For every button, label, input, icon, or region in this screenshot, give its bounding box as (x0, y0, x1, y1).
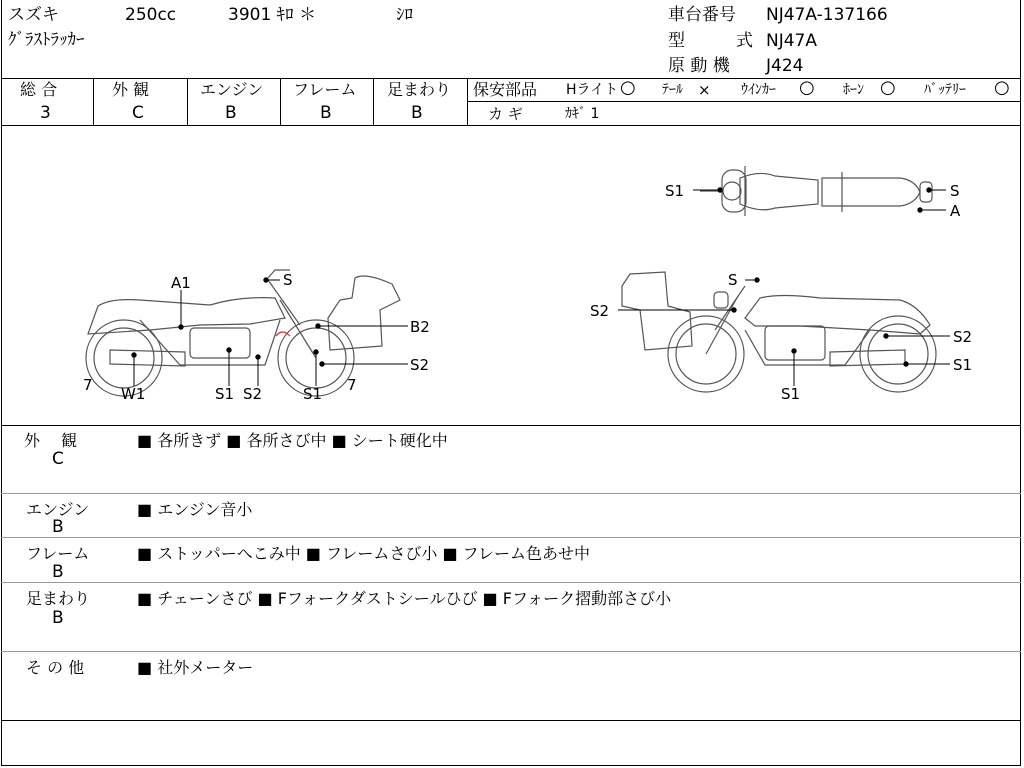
key-value: ｶｷﾞ 1 (565, 106, 600, 122)
section-items-exterior: ■ 各所きず ■ 各所さび中 ■ シート硬化中 (137, 431, 448, 450)
type-value: NJ47A (766, 31, 817, 51)
safety-label: 保安部品 (473, 80, 538, 99)
frame-no: NJ47A-137166 (766, 5, 888, 25)
engine-value: J424 (766, 56, 804, 76)
section-name-other: そ の 他 (26, 658, 85, 677)
left-view-label-b2: B2 (410, 318, 430, 336)
safety-headlight: Hライト (566, 82, 619, 98)
top-view-label-a: A (950, 202, 961, 220)
grade-label-exterior: 外 観 (112, 80, 150, 99)
right-view-label-s1-wheel: S1 (953, 356, 973, 374)
section-divider (1, 537, 1021, 538)
safety-horn-mark: ○ (880, 77, 896, 98)
safety-tail-mark: × (698, 81, 711, 99)
grade-label-frame: フレーム (293, 80, 357, 99)
section-items-frame: ■ ストッパーへこみ中 ■ フレームさび小 ■ フレーム色あせ中 (137, 544, 591, 563)
right-view-label-s2-seat: S2 (953, 328, 973, 346)
maker: スズキ (8, 5, 59, 25)
displacement: 250cc (125, 5, 177, 25)
section-items-engine: ■ エンジン音小 (137, 500, 253, 519)
motorcycle-top-view (700, 166, 932, 216)
engine-label: 原 動 機 (668, 56, 730, 76)
safety-headlight-mark: ○ (620, 77, 636, 98)
grade-value-frame: B (320, 103, 332, 123)
section-divider (1, 720, 1021, 721)
motorcycle-right-view (622, 272, 936, 392)
left-view-label-7-rear: 7 (347, 376, 357, 394)
section-grade-suspension: B (52, 608, 64, 628)
top-view-label-s: S (950, 182, 960, 200)
frame-no-label: 車台番号 (668, 5, 736, 25)
left-view-label-s1-fork: S1 (303, 385, 323, 403)
grade-label-engine: エンジン (200, 80, 264, 99)
left-view-label-7-front: 7 (83, 376, 93, 394)
key-label: カ ギ (488, 105, 523, 123)
type-label-2: 式 (736, 31, 753, 51)
left-view-label-s1-engine: S1 (215, 385, 235, 403)
left-view-label-w1: W1 (121, 385, 146, 403)
safety-battery-mark: ○ (994, 77, 1010, 98)
section-grade-engine: B (52, 517, 64, 537)
top-view-label-s1: S1 (665, 182, 685, 200)
section-divider (1, 493, 1021, 494)
grade-label-suspension: 足まわり (387, 80, 452, 99)
grade-value-overall: 3 (40, 103, 51, 123)
section-divider (1, 582, 1021, 583)
section-name-engine: エンジン (26, 500, 90, 519)
type-label-1: 型 (668, 31, 685, 51)
color: ｼﾛ (396, 5, 413, 25)
model-name: ｸﾞﾗｽﾄﾗｯｶｰ (8, 30, 85, 50)
safety-battery: ﾊﾞｯﾃﾘｰ (924, 82, 966, 98)
section-items-other: ■ 社外メーター (137, 658, 254, 677)
mileage: 3901 ｷﾛ ＊ (228, 5, 317, 25)
safety-winker-mark: ○ (799, 77, 815, 98)
safety-tail: ﾃｰﾙ (662, 82, 683, 98)
section-name-exterior: 外 観 (24, 431, 78, 450)
right-view-label-s2-box: S2 (590, 302, 610, 320)
grade-value-suspension: B (411, 103, 423, 123)
left-view-label-s2: S2 (410, 356, 430, 374)
left-view-label-a1: A1 (171, 274, 191, 292)
section-grade-exterior: C (52, 449, 64, 469)
safety-horn: ﾎｰﾝ (843, 82, 864, 98)
section-name-suspension: 足まわり (26, 589, 91, 608)
section-items-suspension: ■ チェーンさび ■ Fフォークダストシールひび ■ Fフォーク摺動部さび小 (137, 589, 672, 608)
section-divider (1, 651, 1021, 652)
grade-value-exterior: C (132, 103, 144, 123)
right-view-label-s: S (728, 271, 738, 289)
grade-value-engine: B (225, 103, 237, 123)
left-view-label-s: S (283, 271, 293, 289)
grade-label-overall: 総 合 (20, 80, 58, 99)
section-name-frame: フレーム (26, 544, 90, 563)
safety-winker: ｳｲﾝｶｰ (741, 82, 776, 98)
section-grade-frame: B (52, 562, 64, 582)
left-view-label-s2-engine: S2 (243, 385, 263, 403)
right-view-label-s1-engine: S1 (781, 385, 801, 403)
